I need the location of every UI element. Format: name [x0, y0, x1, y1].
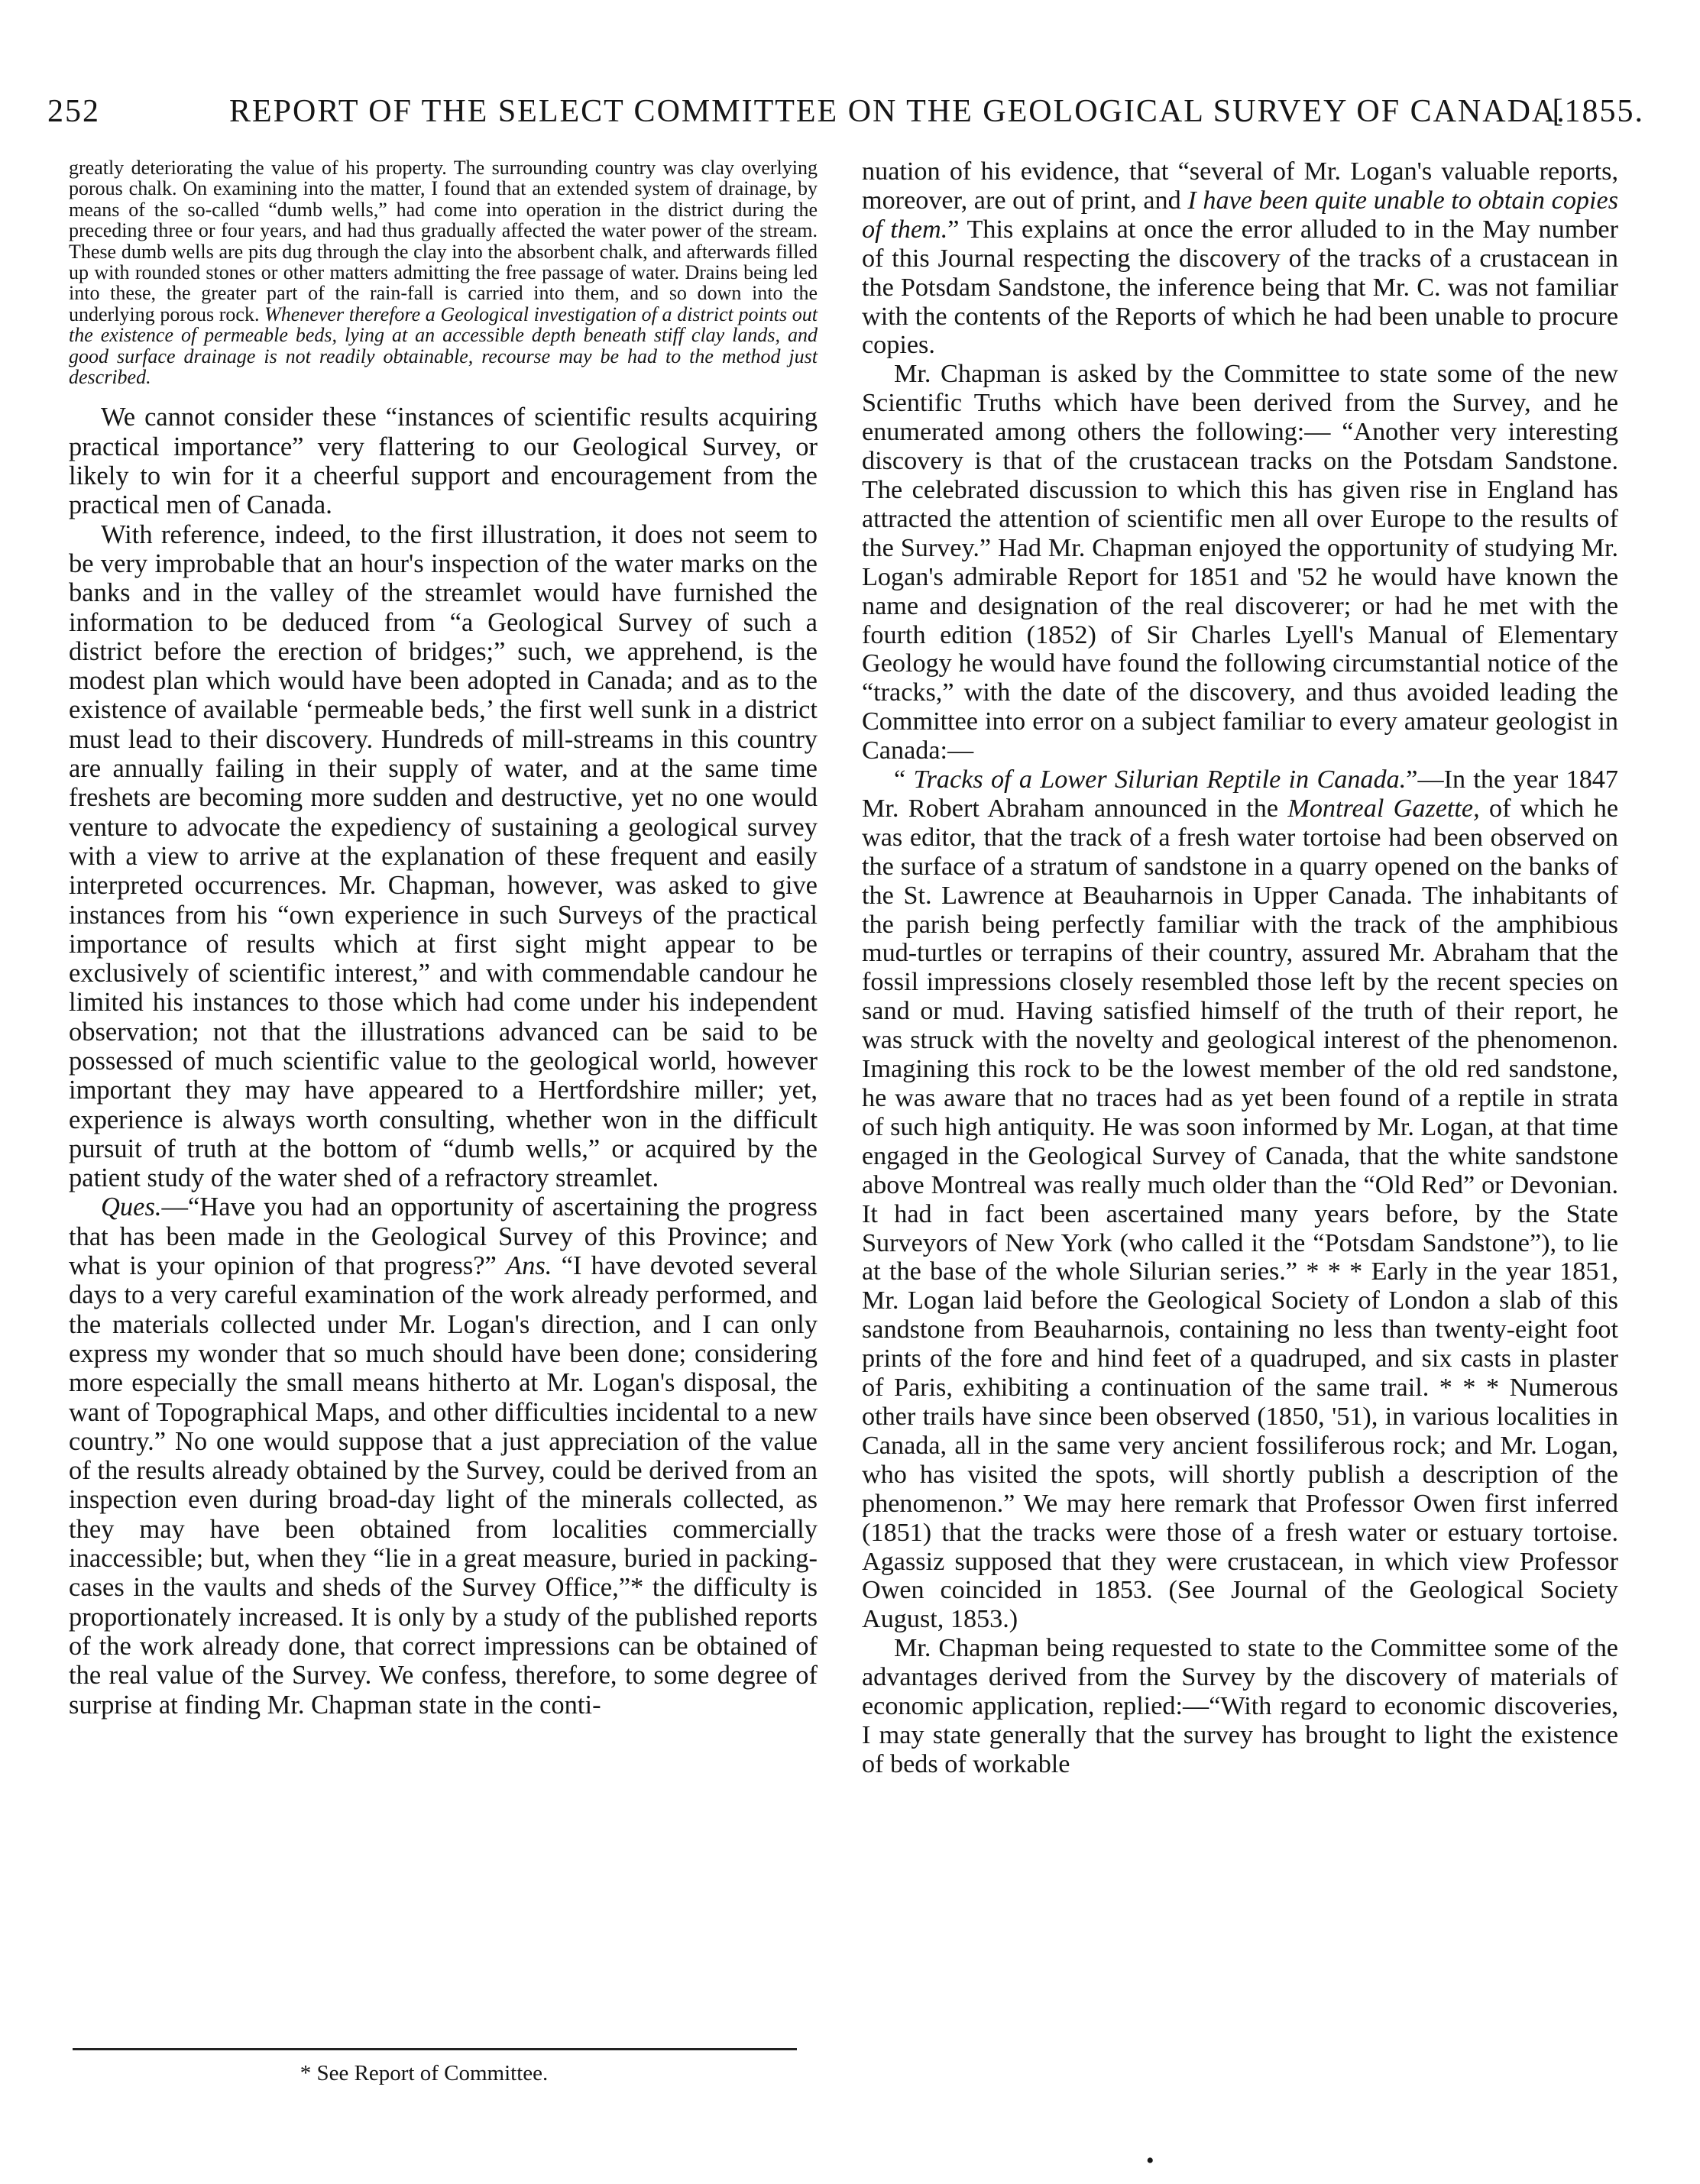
paragraph-question	[69, 1192, 818, 1719]
paragraph-text: ” This explains at once the error alluded to in the May number of this Journal respecting the discovery of the tracks of a crustacean in the Potsdam Sandstone, the inference being that Mr. C. was not familiar with the contents of the Reports of which he had been unable to procure copies.	[862, 215, 1618, 360]
paragraph-quotation	[862, 765, 1618, 1634]
quoted-extract	[69, 157, 818, 387]
open-quote: “	[894, 765, 914, 794]
footnote: * See Report of Committee.	[300, 2061, 549, 2085]
paragraph: Mr. Chapman being requested to state to the Committee some of the advantages derived from the Survey by the discovery of materials of economic application, replied:—“With regard to economic discoveries, I may state generally that the survey has brought to light the existence of beds of workable	[862, 1634, 1618, 1778]
folio-mark: •	[1146, 2148, 1154, 2173]
footnote-rule	[73, 2048, 797, 2050]
page-number: 252	[47, 94, 100, 129]
left-column	[69, 157, 818, 1720]
ans-label: Ans.	[506, 1251, 552, 1281]
paragraph-text: ”—In the year 1847 Mr. Robert Abraham announced in the	[862, 765, 1618, 823]
header-year: [1855.	[1552, 94, 1644, 129]
paragraph: Mr. Chapman is asked by the Committee to state some of the new Scientific Truths which have been derived from the Survey, and he enumerated among others the following:— “Another very interesting discovery is that of the crustacean tracks on the Potsdam Sandstone. The celebrated discussion to which this has given rise in England has attracted the attention of scientific men all over Europe to the results of the Survey.” Had Mr. Chapman enjoyed the opportunity of studying Mr. Logan's admirable Report for 1851 and '52 he would have known the name and designation of the real discoverer; or had he met with the fourth edition (1852) of Sir Charles Lyell's Manual of Elementary Geology he would have found the following circumstantial notice of the “tracks,” with the date of the discovery, and thus avoided leading the Committee into error on a subject familiar to every amateur geologist in Canada:—	[862, 360, 1618, 765]
running-title: REPORT OF THE SELECT COMMITTEE ON THE GEOLOGICAL SURVEY OF CANADA.	[229, 94, 1566, 129]
extract-italic-text: Whenever therefore a Geological investigation of a district points out the existence of permeable beds, lying at an accessible depth beneath stiff clay lands, and good surface drainage is not readily obtainable, recourse may be had to the method just described.	[69, 303, 818, 389]
answer-text: “I have devoted several days to a very careful examination of the work already performed, and the materials collected under Mr. Logan's direction, and I can only express my wonder that so much should have been done; considering more especially the small means hitherto at Mr. Logan's disposal, the want of Topographical Maps, and other difficulties incidental to a new country.” No one would suppose that a just appreciation of the value of the results already obtained by the Survey, could be derived from an inspection even during broad-day light of the minerals collected, as they may have been obtained from localities commercially inaccessible; but, when they “lie in a great measure, buried in packing-cases in the vaults and sheds of the Survey Office,”* the difficulty is proportionately increased. It is only by a study of the published reports of the work already done, that correct impressions can be obtained of the real value of the Survey. We confess, therefore, to some degree of surprise at finding Mr. Chapman state in the conti-	[69, 1251, 818, 1720]
paragraph	[862, 157, 1618, 360]
paragraph-text: nuation of his evidence, that “several of Mr. Logan's valuable reports, moreover, are out of print, and	[862, 157, 1618, 215]
paragraph: We cannot consider these “instances of scientific results acquiring practical importance” very flattering to our Geological Survey, or likely to win for it a cheerful support and encouragement from the practical men of Canada.	[69, 403, 818, 520]
newspaper-title: Montreal Gazette,	[1287, 794, 1480, 823]
paragraph: With reference, indeed, to the first illustration, it does not seem to be very improbable that an hour's inspection of the water marks on the banks and in the valley of the streamlet would have furnished the information to be deduced from “a Geological Survey of such a district before the erection of bridges;” such, we apprehend, is the modest plan which would have been adopted in Canada; and as to the existence of available ‘permeable beds,’ the first well sunk in a district must lead to their discovery. Hundreds of mill-streams in this country are annually failing in their supply of water, and at the same time freshets are becoming more sudden and destructive, yet no one would venture to advocate the expediency of sustaining a geological survey with a view to arrive at the explanation of these frequent and easily interpreted occurrences. Mr. Chapman, however, was asked to give instances from his “own experience in such Surveys of the practical importance of results which at first sight might appear to be exclusively of scientific interest,” and with commendable candour he limited his instances to those which had come under his independent observation; not that the illustrations advanced can be said to be possessed of much scientific value to the geological world, however important they may have appeared to a Hertfordshire miller; yet, experience is always worth consulting, whether won in the difficult pursuit of truth at the bottom of “dumb wells,” or acquired by the patient study of the water shed of a refractory streamlet.	[69, 519, 818, 1193]
italic-quote: I have been quite unable to obtain copies of them.	[862, 186, 1618, 244]
extract-text: greatly deteriorating the value of his property. The surrounding country was clay overlying porous chalk. On examining into the matter, I found that an extended system of drainage, by means of the so-called “dumb wells,” had come into operation in the district during the preceding three or four years, and had thus gradually affected the water power of the stream. These dumb wells are pits dug through the clay into the absorbent chalk, and afterwards filled up with rounded stones or other matters admitting the free passage of water. Drains being led into these, the greater part of the rain-fall is carried into them, and so down into the underlying porous rock.	[69, 157, 818, 325]
ques-label: Ques.	[101, 1192, 162, 1222]
running-header	[47, 93, 1644, 139]
question-text: —“Have you had an opportunity of ascertaining the progress that has been made in the Geological Survey of this Province; and what is your opinion of that progress?”	[69, 1192, 818, 1281]
quotation-title: Tracks of a Lower Silurian Reptile in Canada.	[913, 765, 1407, 794]
paragraph-text: of which he was editor, that the track of a fresh water tortoise had been observed on the surface of a stratum of sandstone in a quarry opened on the banks of the St. Lawrence at Beauharnois in Upper Canada. The inhabitants of the parish being perfectly familiar with the track of the amphibious mud-turtles or terrapins of their country, assured Mr. Abraham that the fossil impressions closely resembled those left by the recent species on sand or mud. Having satisfied himself of the truth of their report, he was struck with the novelty and geological interest of the phenomenon. Imagining this rock to be the lowest member of the old red sandstone, he was aware that no traces had as yet been found of a reptile in strata of such high antiquity. He was soon informed by Mr. Logan, at that time engaged in the Geological Survey of Canada, that the white sandstone above Montreal was really much older than the “Old Red” or Devonian. It had in fact been ascertained many years before, by the State Surveyors of New York (who called it the “Potsdam Sandstone”), to lie at the base of the whole Silurian series.” * * * Early in the year 1851, Mr. Logan laid before the Geological Society of London a slab of this sandstone from Beauharnois, containing no less than twenty-eight foot prints of the fore and hind feet of a quadruped, and six casts in plaster of Paris, exhibiting a continuation of the same trail. * * * Numerous other trails have since been observed (1850, '51), in various localities in Canada, all in the same very ancient fossiliferous rock; and Mr. Logan, who has visited the spots, will shortly publish a description of the phenomenon.” We may here remark that Professor Owen first inferred (1851) that the tracks were those of a fresh water or estuary tortoise. Agassiz supposed that they were crustacean, in which view Professor Owen coincided in 1853. (See Journal of the Geological Society August, 1853.)	[862, 794, 1619, 1634]
right-column	[862, 157, 1618, 1779]
